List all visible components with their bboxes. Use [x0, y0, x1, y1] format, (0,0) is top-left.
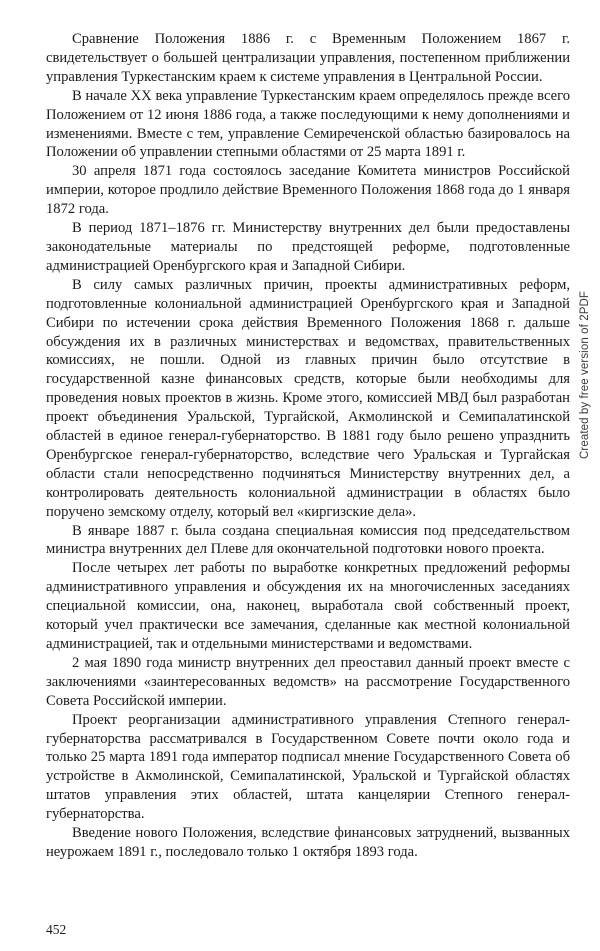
paragraph-7: После четырех лет работы по выработке конкретных предложений реформы административного управления и обсуждения их на многочисленных заседаниях специальной комиссии, она, наконец, выработала свой собственный проект, который учел практически все замечания, сделанные как местной колониальной администрацией, так и отдельными министерствами и ведомствами. — [46, 560, 570, 652]
document-page — [46, 30, 570, 862]
paragraph-8: 2 мая 1890 года министр внутренних дел преоставил данный проект вместе с заключениями «заинтересованных ведомств» на рассмотрение Государственного Совета Российской империи. — [46, 654, 570, 709]
paragraph-4: В период 1871–1876 гг. Министерству внутренних дел были предоставлены законодательные материалы по предстоящей реформе, подготовленные администрацией Оренбургского края и Западной Сибири. — [46, 220, 570, 274]
paragraph-3: 30 апреля 1871 года состоялось заседание Комитета министров Российской империи, которое продлило действие Временного Положения 1868 года до 1 января 1872 года. — [46, 163, 570, 218]
paragraph-1: Сравнение Положения 1886 г. с Временным Положением 1867 г. свидетельствует о большей централизации управления, постепенном приближении управления Туркестанским краем к системе управления в Центральной России. — [46, 31, 570, 85]
paragraph-10: Введение нового Положения, вследствие финансовых затруднений, вызванных неурожаем 1891 г., последовало только 1 октября 1893 года. — [46, 825, 570, 860]
watermark — [574, 215, 596, 535]
page-number: 452 — [46, 922, 67, 937]
paragraph-9: Проект реорганизации административного управления Степного генерал-губернаторства рассматривался в Государственном Совете почти около года и только 25 марта 1891 года император подписал мнение Государственного Совета об устройстве в Акмолинской, Семипалатинской, Уральской и Тургайской областях штатов управления этих областей, штата канцелярии Степного генерал-губернаторства. — [46, 711, 570, 823]
paragraph-6: В январе 1887 г. была создана специальная комиссия под председательством министра внутренних дел Плеве для окончательной подготовки нового проекта. — [46, 522, 570, 558]
paragraph-5: В силу самых различных причин, проекты административных реформ, подготовленные колониальной администрацией Оренбургского края и Западной Сибири по истечении срока действия Временного Положения 1868 г. дальше обсуждения их в различных министерствах и ведомствах, правительственных комиссиях, не пошли. Одной из главных причин было отсутствие в государственной казне финансовых средств, которые были необходимы для проведения новых проектов в жизнь. Кроме этого, комиссией МВД был разработан проект объединения Уральской, Тургайской, Акмолинской и Семипалатинской областей в единое генерал-губернаторство. В 1881 году было решено упразднить Оренбургское генерал-губернаторство, вследствие чего Уральская и Тургайская области стали непосредственно подчиняться Министерству внутренних дел, а контролировать деятельность колониальной администрации в областях было поручено земскому отделу, который вел «киргизские дела». — [46, 276, 570, 520]
watermark-text: Created by free version of 2PDF — [579, 290, 592, 460]
paragraph-2: В начале XX века управление Туркестанским краем определялось прежде всего Положением от 12 июня 1886 года, а также последующими к нему дополнениями и изменениями. Вместе с тем, управление Семиреченской областью базировалось на Положении об управлении степными областями от 25 марта 1891 г. — [46, 87, 570, 161]
